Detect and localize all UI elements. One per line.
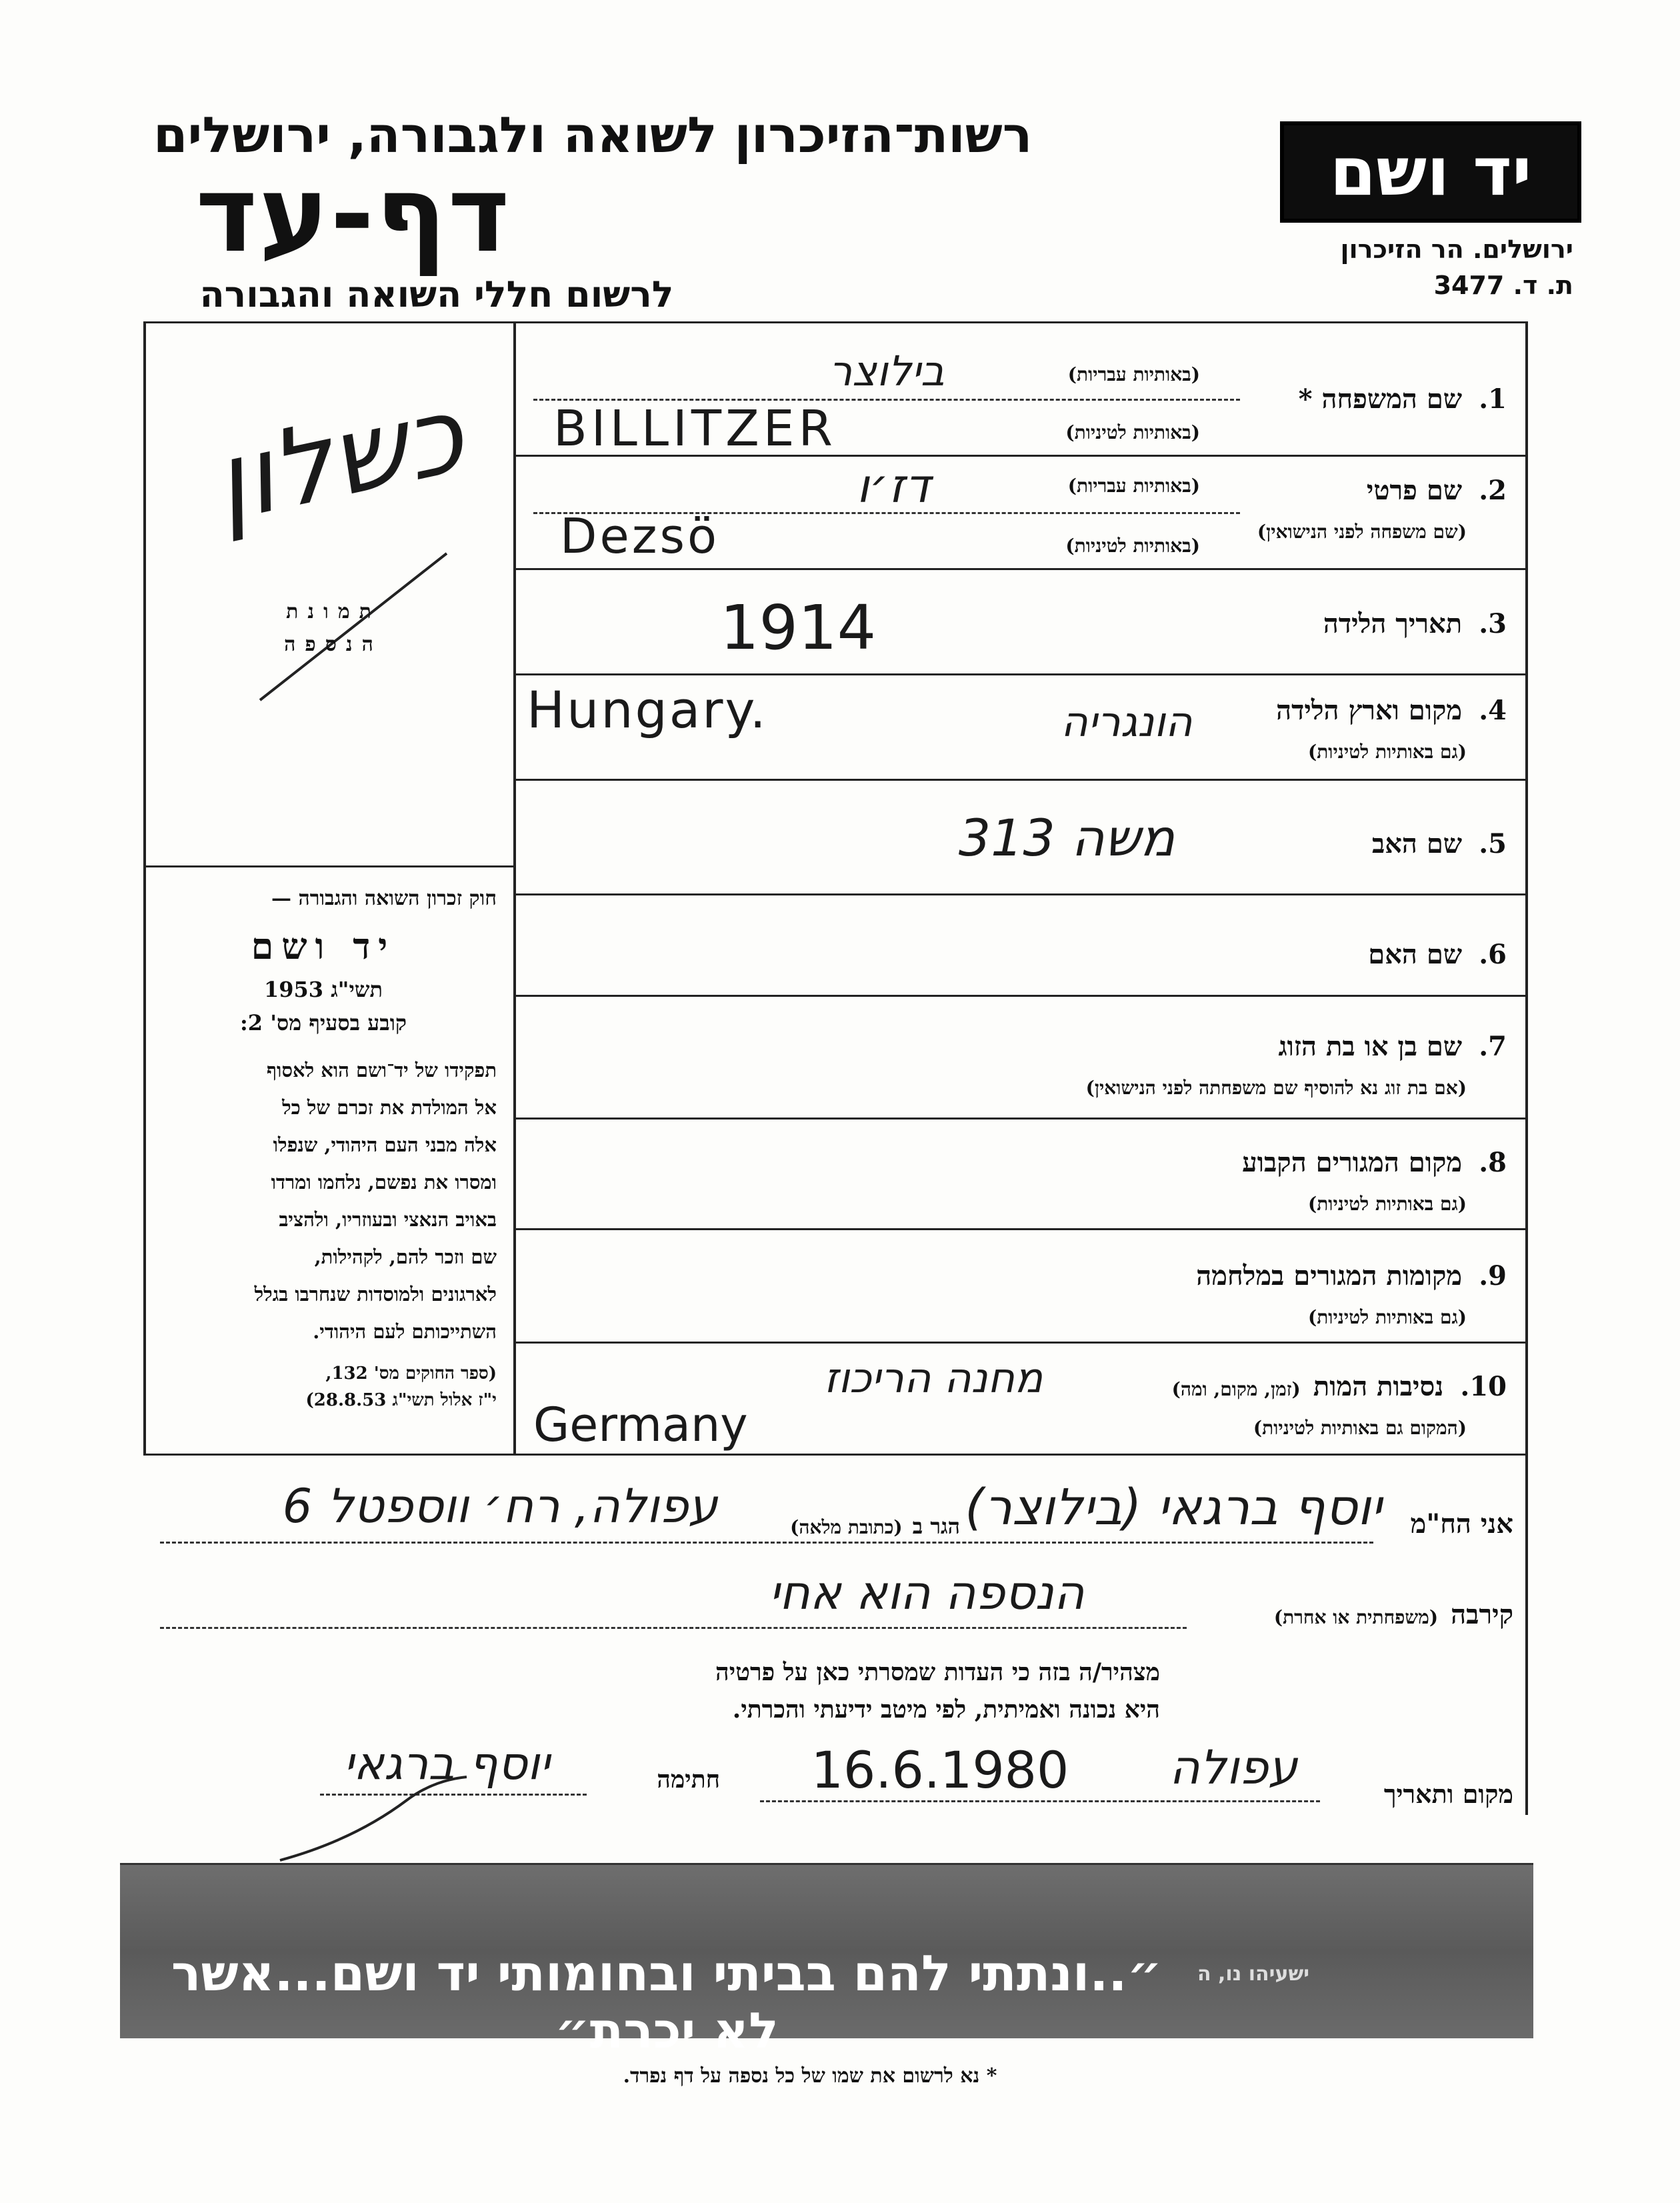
row-separator <box>513 1228 1525 1230</box>
field-label: שם האם <box>1368 939 1463 970</box>
law-ref1: (ספר החוקים מס' 132, <box>325 1364 497 1384</box>
declaration-relation-value[interactable]: הנספה הוא אחי <box>769 1566 1085 1620</box>
field-label: שם בן או בת הזוג <box>1278 1031 1463 1062</box>
law-heading: חוק זכרון השואה והגבורה — <box>271 887 497 910</box>
field-1-value-lat[interactable]: BILLITZER <box>553 400 837 457</box>
address: ירושלים. הר הזיכרון <box>1340 235 1573 264</box>
field-label: שם פרטי <box>1366 475 1463 506</box>
declaration-name-value[interactable]: יוסף ברגאי (בילוצר) <box>965 1479 1382 1536</box>
field-number: 8. <box>1479 1147 1507 1178</box>
footnote: * נא לרשום את שמו של כל נספה על דף נפרד. <box>623 2064 997 2088</box>
page-subtitle: לרשום חללי השואה והגבורה <box>199 273 674 315</box>
field-number: 3. <box>1479 608 1507 639</box>
law-body-line: לארגונים ולמוסדות שנחרבו בגלל <box>254 1283 497 1306</box>
address-line <box>160 1542 1373 1544</box>
law-body-line: אלה מבני העם היהודי, שנפלו <box>273 1134 497 1156</box>
banner-source: ישעיהו נו, ה <box>1197 1962 1310 1986</box>
address-hint: (כתובת מלאה) <box>790 1516 903 1538</box>
declaration-relation <box>1187 1599 1513 1630</box>
law-box <box>150 887 497 1410</box>
field-label: נסיבות המות <box>1313 1371 1444 1402</box>
relation-label: קירבה <box>1451 1599 1513 1630</box>
field-10-value-heb[interactable]: מחנה הריכוז <box>823 1354 1043 1402</box>
field-8-name <box>1107 1147 1507 1216</box>
field-label: שם האב <box>1371 828 1463 859</box>
field-number: 1. <box>1479 383 1507 415</box>
logo-text: יד ושם <box>1329 133 1532 211</box>
photo-handwriting: כשלון <box>203 371 474 546</box>
row-separator <box>513 1118 1525 1120</box>
form-top-border <box>143 321 1527 323</box>
field-4-name <box>1240 695 1507 763</box>
field-number: 7. <box>1479 1031 1507 1062</box>
field-1-hint-lat: (באותיות לטיניות) <box>1065 421 1200 443</box>
field-sub: (אם בת זוג נא להוסיף שם משפחתה לפני הנישואין) <box>1085 1077 1467 1099</box>
authority-title: רשות־הזיכרון לשואה ולגבורה, ירושלים <box>153 107 1033 164</box>
field-5-value[interactable]: משה 313 <box>958 808 1175 867</box>
statement-line: מצהיר/ה בזה כי העדות שמסרתי כאן על פרטיה <box>715 1658 1160 1686</box>
field-number: 6. <box>1479 939 1507 970</box>
field-sub: (המקום גם באותיות לטיניות) <box>1253 1417 1467 1439</box>
field-2-hint-lat: (באותיות לטיניות) <box>1065 535 1200 557</box>
yad-vashem-logo <box>1280 121 1581 223</box>
field-1-value-heb[interactable]: בילוצר <box>829 347 945 395</box>
field-5-name <box>1240 828 1507 859</box>
form-left-border <box>143 321 146 1455</box>
law-year: תשי"ג 1953 <box>264 977 383 1002</box>
field-1-hint-heb: (באותיות עבריות) <box>1067 363 1200 385</box>
po-box: ת. ד. 3477 <box>1433 271 1573 300</box>
photo-label-line2: הנספה <box>284 633 383 656</box>
field-label-hint: (זמן, מקום, ומה) <box>1171 1378 1301 1400</box>
field-number: 4. <box>1479 695 1507 726</box>
declaration-statement <box>493 1654 1160 1728</box>
field-6-name <box>1240 939 1507 970</box>
law-org: יד ושם <box>251 925 396 967</box>
field-10-name <box>1040 1371 1507 1440</box>
date-value[interactable]: 16.6.1980 <box>811 1740 1069 1800</box>
photo-box-bottom <box>143 865 513 867</box>
signature-value[interactable]: יוסף ברגאי <box>343 1738 550 1790</box>
law-body-line: שם וזכר להם, לקהילות, <box>314 1246 497 1268</box>
field-sub: (גם באותיות לטיניות) <box>1307 1306 1467 1328</box>
form-lower-border <box>143 1454 1527 1456</box>
photo-label <box>253 600 413 656</box>
field-7-name <box>907 1031 1507 1099</box>
field-4-value-heb[interactable]: הונגריה <box>1061 697 1193 746</box>
field-3-value[interactable]: 1914 <box>720 592 877 663</box>
field-sub: (גם באותיות לטיניות) <box>1307 741 1467 763</box>
field-2-value-lat[interactable]: Dezsö <box>560 508 720 564</box>
field-4-value-lat[interactable]: Hungary. <box>527 680 768 739</box>
law-body-line: ומסרו את נפשם, נלחמו ומרדו <box>271 1171 497 1194</box>
law-body-line: תפקידו של יד־ושם הוא לאסוף <box>267 1059 497 1081</box>
field-number: 9. <box>1479 1260 1507 1292</box>
signature-label: חתימה <box>657 1766 720 1794</box>
resides-label: הגר ב <box>912 1514 960 1539</box>
declaration-i-name <box>1387 1508 1513 1540</box>
relation-line <box>160 1627 1187 1629</box>
field-label: שם המשפחה * <box>1298 383 1463 415</box>
field-9-name <box>1040 1260 1507 1329</box>
field-1-name <box>1253 383 1507 415</box>
field-2-value-heb[interactable]: דז׳ו <box>856 459 931 513</box>
law-ref2: י"ז אלול תשי"ג 28.8.53) <box>305 1390 497 1410</box>
field-number: 10. <box>1460 1371 1507 1402</box>
law-section: קובע בסעיף מס' 2: <box>239 1010 407 1035</box>
form-divider <box>513 321 516 1455</box>
quote-banner <box>120 1863 1533 2060</box>
field-label: מקום המגורים הקבוע <box>1242 1147 1463 1178</box>
field-2-name <box>1240 475 1507 543</box>
row-separator <box>513 673 1525 675</box>
field-sub: (שם משפחה לפני הנישואין) <box>1257 521 1467 543</box>
banner-quote: ״..ונתתי להם בביתי ובחומותי יד ושם...אשר לא יכרת״ <box>171 1945 1163 2060</box>
field-number: 2. <box>1479 475 1507 506</box>
declaration-address-value[interactable]: עפולה, רח׳ ווספטל 6 <box>282 1479 718 1534</box>
i-name-label: אני הח"מ <box>1410 1508 1513 1540</box>
law-body-line: אל המולדת את זכרם של כל <box>282 1096 497 1119</box>
law-body <box>150 1051 497 1350</box>
row-separator <box>513 893 1525 895</box>
signature-flourish <box>273 1774 473 1867</box>
law-body-line: השתייכותם לעם היהודי. <box>313 1320 497 1343</box>
field-2-hint-heb: (באותיות עבריות) <box>1067 475 1200 497</box>
row-separator <box>513 1342 1525 1344</box>
law-body-line: באויב הנאצי ובעוזריו, ולהציב <box>279 1208 497 1231</box>
place-value[interactable]: עפולה <box>1169 1740 1298 1795</box>
photo-label-line1: תמונת <box>286 600 381 623</box>
row-separator <box>513 568 1525 570</box>
field-label: תאריך הלידה <box>1323 608 1463 639</box>
field-number: 5. <box>1479 828 1507 859</box>
page-title: דף-עד <box>195 153 511 276</box>
row-separator <box>513 779 1525 781</box>
field-3-name <box>1240 608 1507 639</box>
statement-line: היא נכונה ואמיתית, לפי מיטב ידיעתי והכרתי. <box>732 1696 1160 1724</box>
place-date-line <box>760 1800 1320 1802</box>
form-right-border <box>1525 321 1528 1815</box>
field-label: מקום וארץ הלידה <box>1276 695 1463 726</box>
field-10-value-lat[interactable]: Germany <box>533 1398 748 1452</box>
row-separator <box>513 995 1525 997</box>
field-sub: (גם באותיות לטיניות) <box>1307 1193 1467 1215</box>
declaration-resides <box>760 1514 960 1539</box>
field-label: מקומות המגורים במלחמה <box>1196 1260 1463 1292</box>
place-date-label: מקום ותאריך <box>1383 1779 1513 1809</box>
relation-hint: (משפחתית או אחרת) <box>1273 1606 1439 1628</box>
